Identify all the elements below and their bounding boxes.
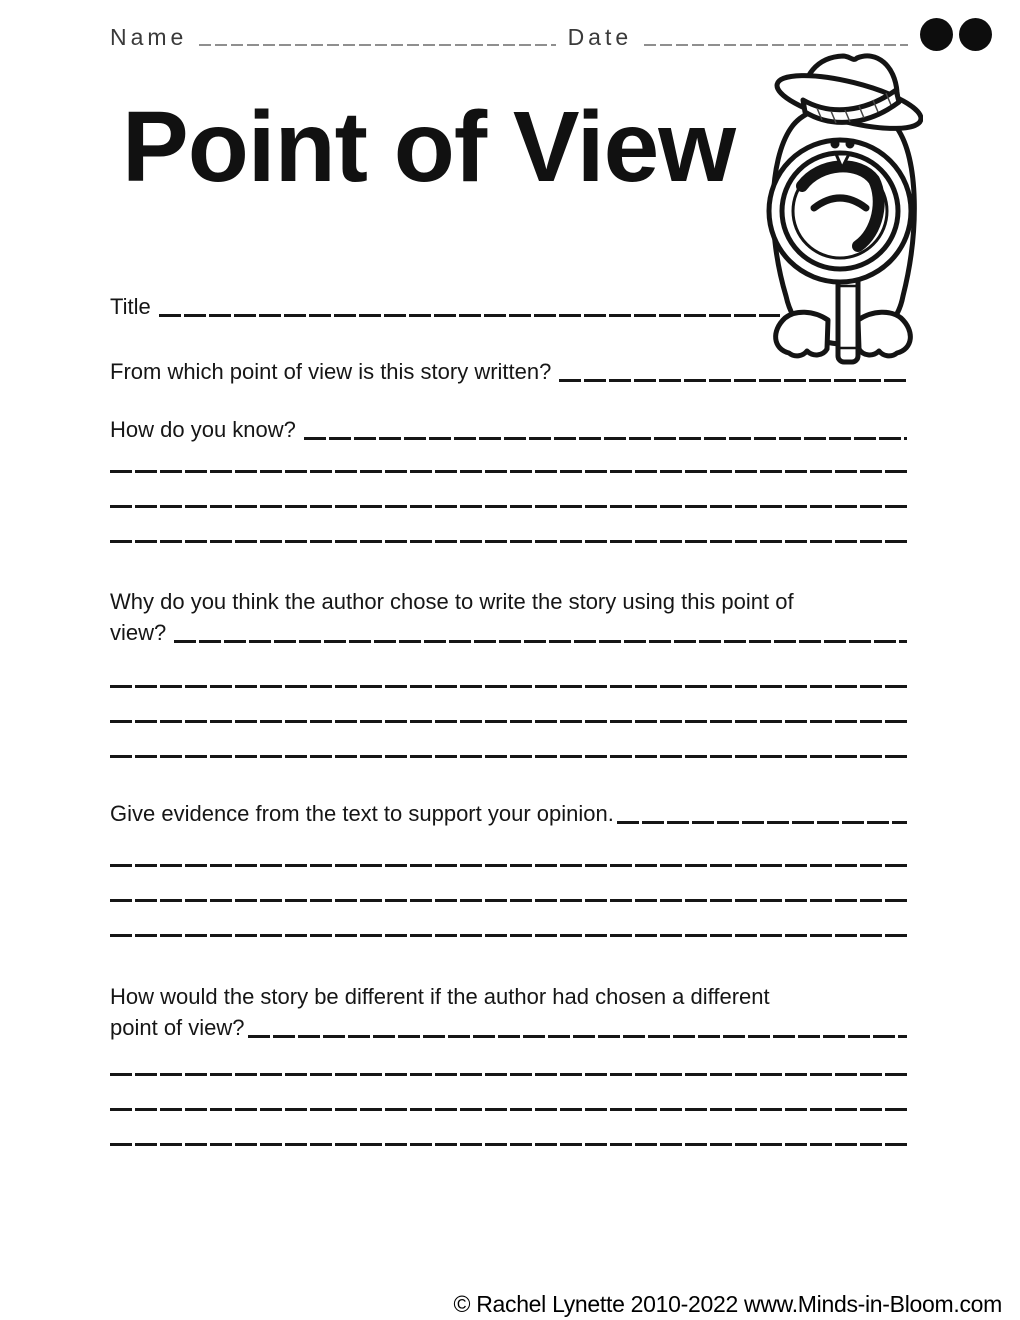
answer-line[interactable] xyxy=(110,685,907,688)
question-4-row xyxy=(110,800,907,828)
name-label: Name xyxy=(110,24,188,50)
question-4-answer-lines xyxy=(110,864,907,937)
question-2-answer-line[interactable] xyxy=(304,437,907,440)
question-4-answer-line[interactable] xyxy=(617,821,907,824)
question-1-label: From which point of view is this story written? xyxy=(110,359,552,384)
question-5-answer-lines xyxy=(110,1073,907,1146)
question-1-answer-line[interactable] xyxy=(559,379,907,382)
answer-line[interactable] xyxy=(110,755,907,758)
question-4-block xyxy=(110,800,907,937)
question-5-label-line2: point of view? xyxy=(110,1015,245,1040)
answer-line[interactable] xyxy=(110,864,907,867)
title-field-row xyxy=(110,293,780,321)
black-dot-icon xyxy=(920,18,953,51)
question-3-label-line1: Why do you think the author chose to write the story using this point of xyxy=(110,589,794,614)
corner-dots xyxy=(920,18,992,51)
copyright-footer: © Rachel Lynette 2010-2022 www.Minds-in-Bloom.com xyxy=(453,1291,1002,1317)
answer-line[interactable] xyxy=(110,540,907,543)
answer-line[interactable] xyxy=(110,899,907,902)
question-2-row xyxy=(110,416,907,444)
header-row xyxy=(110,18,992,51)
question-1-row xyxy=(110,358,907,386)
date-label: Date xyxy=(567,24,633,50)
answer-line[interactable] xyxy=(110,470,907,473)
answer-line[interactable] xyxy=(110,1143,907,1146)
question-2-answer-lines xyxy=(110,470,907,543)
question-5-answer-line[interactable] xyxy=(248,1035,907,1038)
black-dot-icon xyxy=(959,18,992,51)
title-field-label: Title xyxy=(110,294,151,319)
answer-line[interactable] xyxy=(110,1108,907,1111)
question-5-label-line1: How would the story be different if the author had chosen a different xyxy=(110,984,770,1009)
question-5-row2 xyxy=(110,1014,907,1042)
answer-line[interactable] xyxy=(110,505,907,508)
answer-line[interactable] xyxy=(110,1073,907,1076)
question-4-label: Give evidence from the text to support your opinion. xyxy=(110,801,614,826)
question-3-answer-lines xyxy=(110,685,907,758)
question-5-block xyxy=(110,982,907,1146)
date-line[interactable] xyxy=(644,44,908,46)
answer-line[interactable] xyxy=(110,934,907,937)
question-3-block xyxy=(110,587,907,758)
question-3-label-line2: view? xyxy=(110,620,167,645)
worksheet-title: Point of View xyxy=(122,91,735,203)
name-line[interactable] xyxy=(199,44,555,46)
title-answer-line[interactable] xyxy=(159,314,780,317)
question-2-label: How do you know? xyxy=(110,417,296,442)
penguin-detective-illustration xyxy=(753,48,923,370)
answer-line[interactable] xyxy=(110,720,907,723)
question-3-answer-line[interactable] xyxy=(174,640,907,643)
question-3-row2 xyxy=(110,619,907,647)
